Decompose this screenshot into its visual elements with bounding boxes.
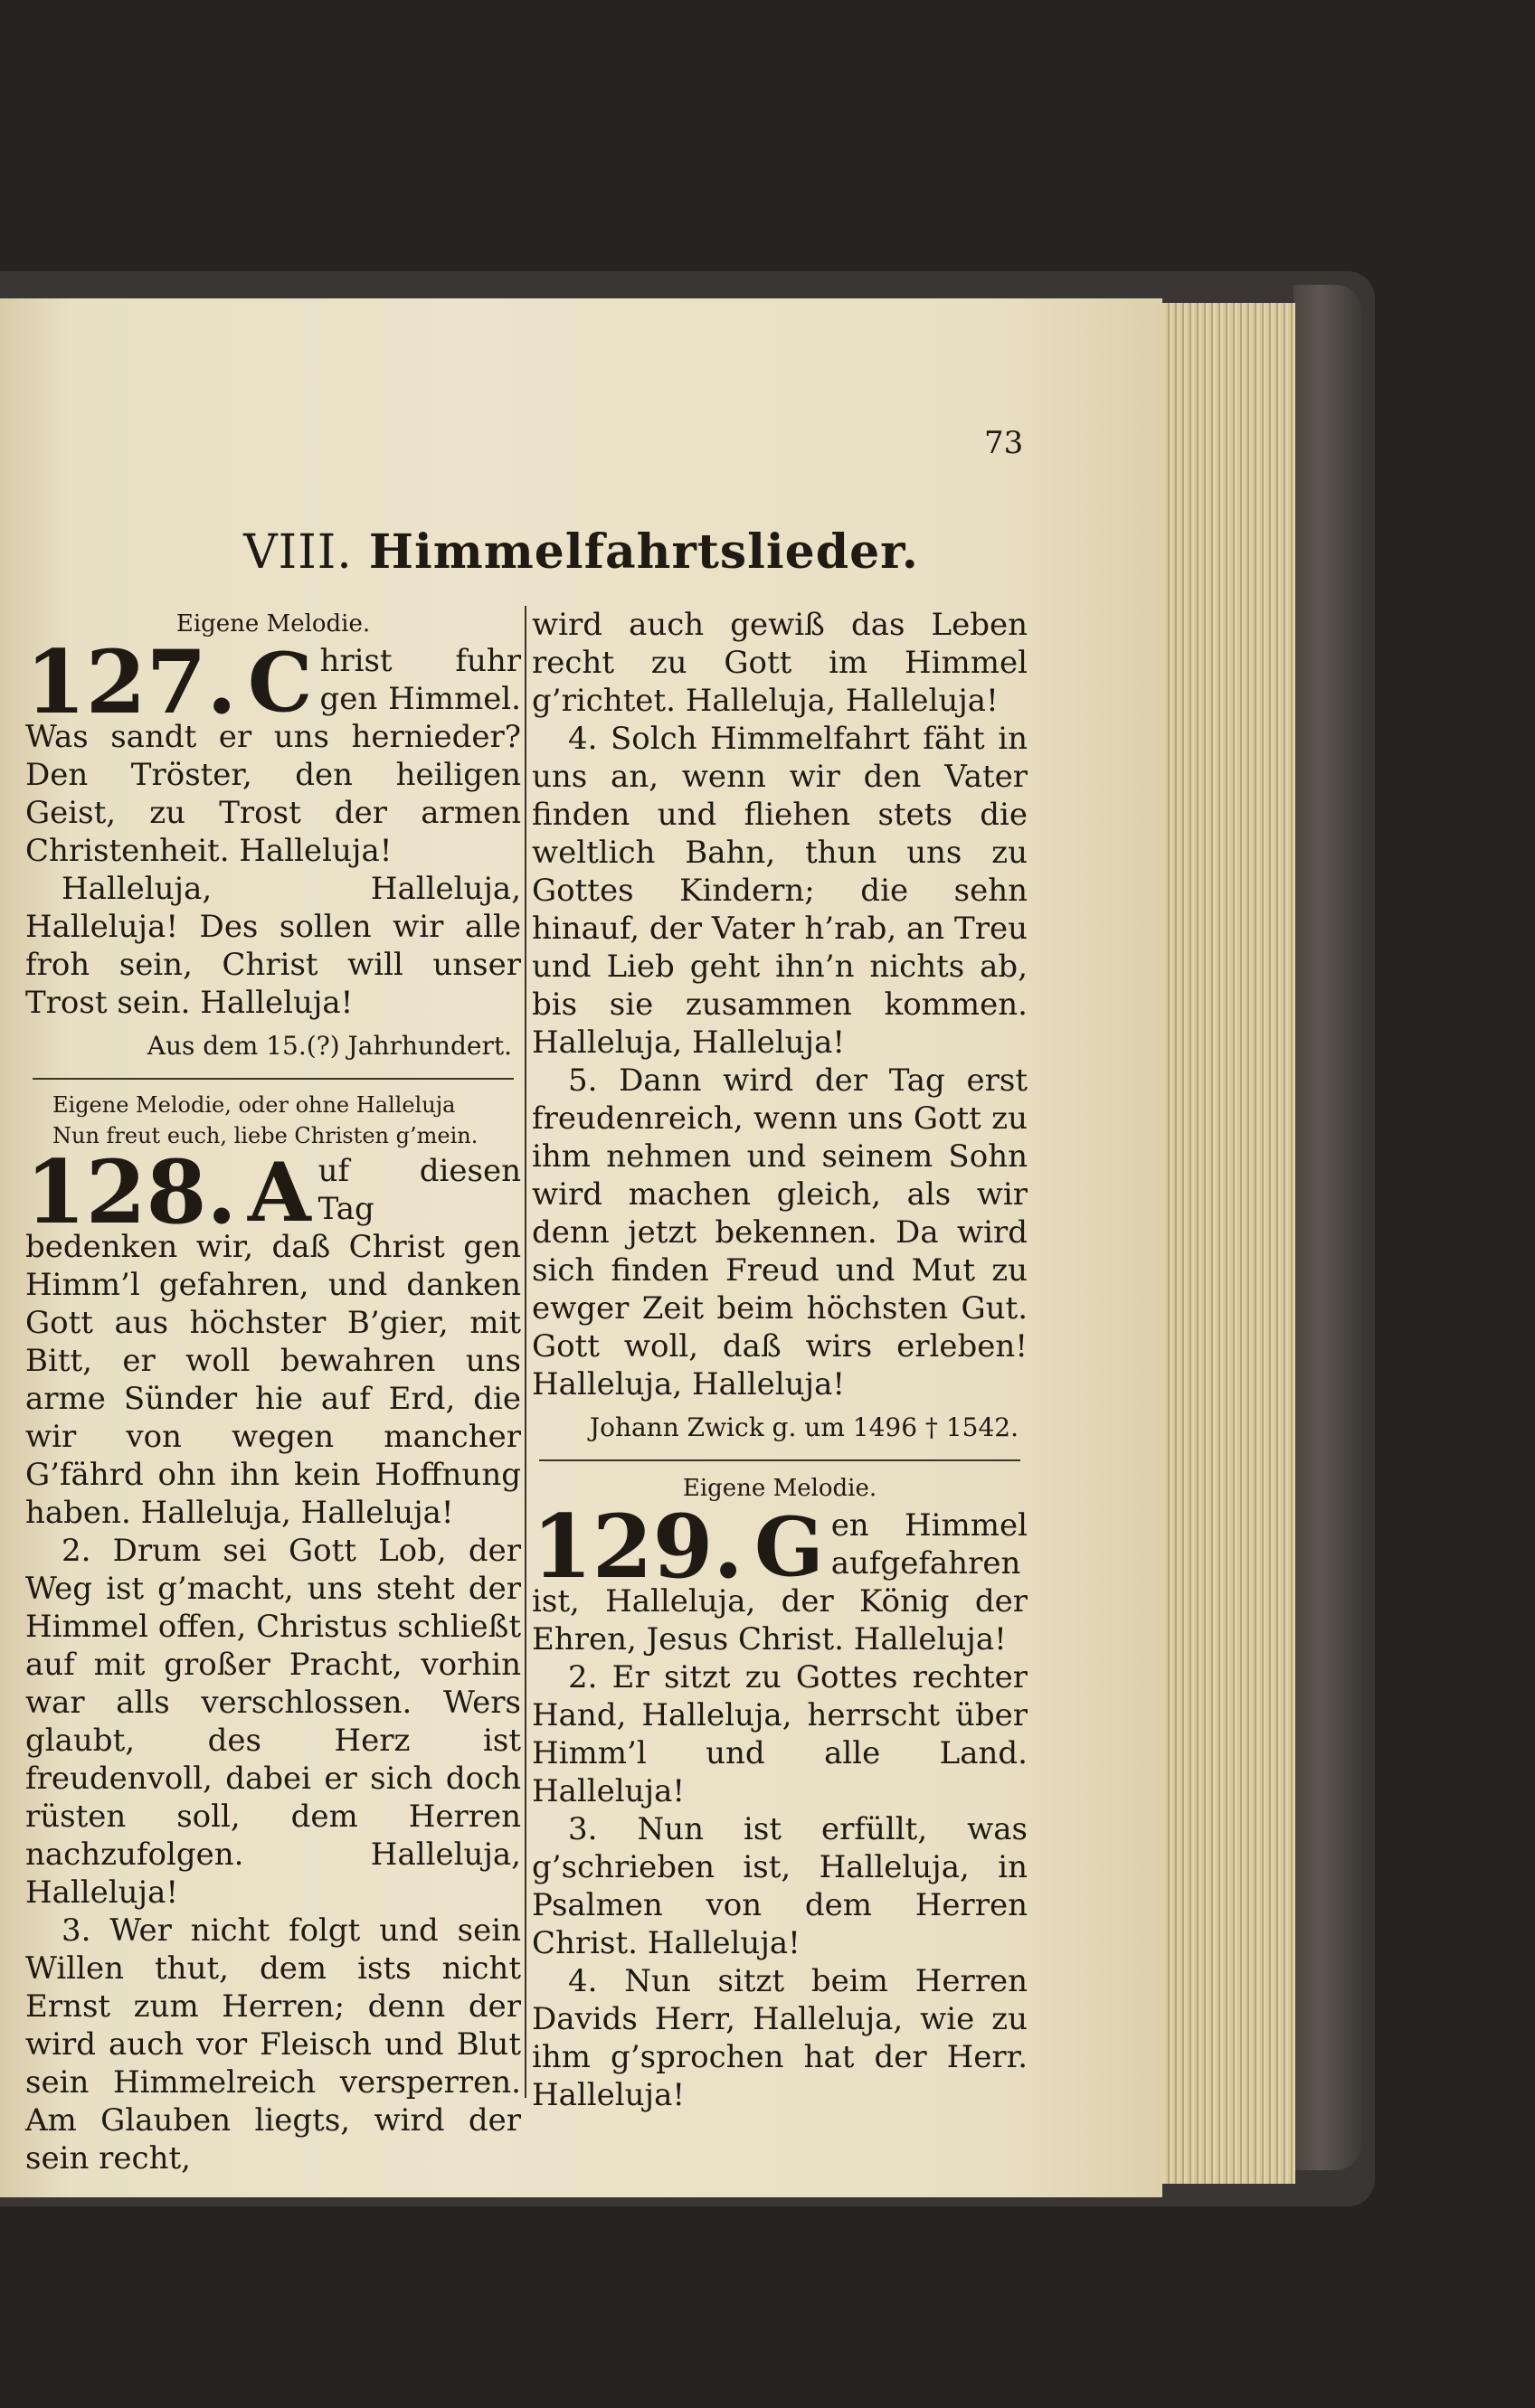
hymn-127-dropcap: C xyxy=(247,635,313,731)
left-column xyxy=(25,606,521,2177)
divider-rule xyxy=(33,1078,514,1080)
column-divider xyxy=(525,606,526,2098)
hymn-129-melody: Eigene Melodie. xyxy=(682,1475,877,1502)
hymn-127-stanza-2: Halleluja, Halleluja, Halleluja! Des sollen wir alle froh sein, Christ will unser Trost sein. Halleluja! xyxy=(25,871,521,1021)
section-heading xyxy=(0,524,1162,580)
hymn-127-melody: Eigene Melodie. xyxy=(175,610,371,637)
divider-rule xyxy=(539,1459,1020,1461)
page-edges xyxy=(1151,303,1295,2184)
right-column xyxy=(532,606,1028,2114)
hymn-128-source: Johann Zwick g. um 1496 † 1542. xyxy=(589,1412,1019,1442)
hymn-129-number: 129. xyxy=(532,1496,744,1598)
hymn-127-source: Aus dem 15.(?) Jahrhundert. xyxy=(147,1031,512,1061)
hymn-129-stanza-3: 3. Nun ist erfüllt, was g’schrieben ist, Halleluja, in Psalmen von dem Herren Christ. Halleluja! xyxy=(532,1811,1028,1961)
hymn-128-stanza-1: uf diesen Tag bedenken wir, daß Christ gen Himm’l gefahren, und danken Gott aus höchster B’gier, mit Bitt, er woll bewahren uns arme Sünder hie auf Erd, die wir von wegen mancher G’fährd ohn ihn kein Hoffnung haben. Halleluja, Halleluja! xyxy=(25,1153,521,1531)
hymn-128-stanza-4: 4. Solch Himmelfahrt fäht in uns an, wenn wir den Vater finden und fliehen stets die weltlich Bahn, thun uns zu Gottes Kindern; die sehn hinauf, der Vater h’rab, an Treu und Lieb geht ihn’n nichts ab, bis sie zusammen kommen. Halleluja, Halleluja! xyxy=(532,721,1028,1061)
section-roman: VIII. xyxy=(243,525,353,580)
hymn-128-stanza-3-part2: wird auch gewiß das Leben recht zu Gott im Himmel g’richtet. Halleluja, Halleluja! xyxy=(532,607,1028,719)
hymn-128-stanza-5: 5. Dann wird der Tag erst freudenreich, wenn uns Gott zu ihm nehmen und seinem Sohn wird machen gleich, als wir denn jetzt bekennen. Da wird sich finden Freud und Mut zu ewger Zeit beim höchsten Gut. Gott woll, daß wirs erleben! Halleluja, Halleluja! xyxy=(532,1062,1028,1402)
hymn-129-stanza-4: 4. Nun sitzt beim Herren Davids Herr, Halleluja, wie zu ihm g’sprochen hat der Herr. Halleluja! xyxy=(532,1963,1028,2113)
hymn-129-dropcap: G xyxy=(753,1499,824,1595)
page-number: 73 xyxy=(984,425,1024,461)
hymn-128-melody-line1: Eigene Melodie, oder ohne Halleluja xyxy=(52,1092,456,1118)
hymn-128-dropcap: A xyxy=(247,1145,311,1241)
hymn-128-melody-line2: Nun freut euch, liebe Christen g’mein. xyxy=(52,1123,479,1148)
hymn-128-number: 128. xyxy=(25,1141,237,1243)
section-title: Himmelfahrtslieder. xyxy=(368,524,919,580)
hymn-129-stanza-2: 2. Er sitzt zu Gottes rechter Hand, Halleluja, herrscht über Himm’l und alle Land. Halleluja! xyxy=(532,1659,1028,1809)
hymn-128-stanza-3-part1: 3. Wer nicht folgt und sein Willen thut, dem ists nicht Ernst zum Herren; denn der wird auch vor Fleisch und Blut sein Himmelreich versperren. Am Glauben liegts, wird der sein recht, xyxy=(25,1912,521,2177)
hymn-128-stanza-2: 2. Drum sei Gott Lob, der Weg ist g’macht, uns steht der Himmel offen, Christus schließt auf mit großer Pracht, vorhin war alls verschlossen. Wers glaubt, des Herz ist freudenvoll, dabei er sich doch rüsten soll, dem Herren nachzufolgen. Halleluja, Halleluja! xyxy=(25,1533,522,1911)
hymn-127-number: 127. xyxy=(25,631,237,733)
hymn-129-stanza-1: en Himmel aufgefahren ist, Halleluja, der König der Ehren, Jesus Christ. Halleluja! xyxy=(532,1507,1028,1657)
hymn-127-stanza-1: hrist fuhr gen Himmel. Was sandt er uns hernieder? Den Tröster, den heiligen Geist, zu Trost der armen Christenheit. Halleluja! xyxy=(25,643,521,869)
book-page xyxy=(0,298,1162,2197)
book-cover-edge xyxy=(1293,285,1361,2170)
